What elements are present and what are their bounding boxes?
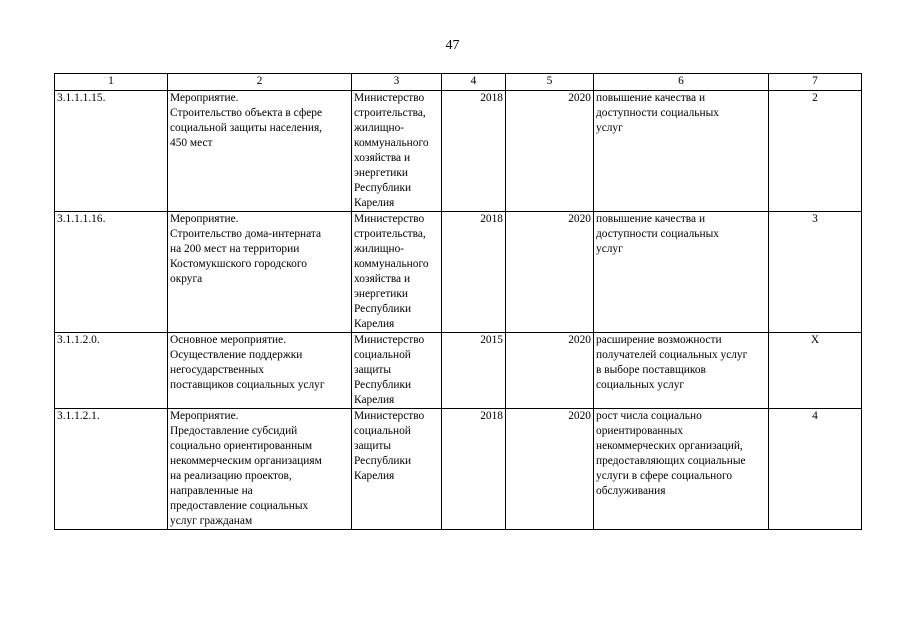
activity-cell-line: на 200 мест на территории xyxy=(170,243,300,255)
row-code: 3.1.1.1.16. xyxy=(55,212,168,333)
executor-cell-line: Республики xyxy=(354,455,412,467)
header-row xyxy=(55,74,862,91)
activity-cell-line: Мероприятие. xyxy=(170,410,239,422)
result-cell xyxy=(594,409,769,530)
executor-cell-line: коммунального xyxy=(354,258,429,270)
indicator-link: 4 xyxy=(769,409,862,530)
activity-cell xyxy=(168,212,352,333)
executor-cell-line: хозяйства и xyxy=(354,273,411,285)
activity-cell-line: Костомукшского городского xyxy=(170,258,307,270)
activity-cell xyxy=(168,409,352,530)
executor-cell-line: социальной xyxy=(354,349,411,361)
activity-cell-line: Предоставление субсидий xyxy=(170,425,298,437)
executor-cell-line: коммунального xyxy=(354,137,429,149)
executor-cell-line: жилищно- xyxy=(354,122,405,134)
result-cell xyxy=(594,333,769,409)
end-year: 2020 xyxy=(506,91,594,212)
end-year: 2020 xyxy=(506,409,594,530)
page-number: 47 xyxy=(445,38,460,53)
table-row xyxy=(55,212,862,333)
executor-cell-line: защиты xyxy=(354,364,392,376)
activity-cell xyxy=(168,333,352,409)
executor-cell-line: социальной xyxy=(354,425,411,437)
activity-cell-line: Мероприятие. xyxy=(170,92,239,104)
activity-cell-line: округа xyxy=(170,273,203,285)
column-header: 7 xyxy=(769,74,862,91)
result-cell-line: ориентированных xyxy=(596,425,683,437)
indicator-link: 2 xyxy=(769,91,862,212)
result-cell-line: услуг xyxy=(596,243,623,255)
executor-cell-line: Министерство xyxy=(354,92,425,104)
activity-cell xyxy=(168,91,352,212)
result-cell-line: обслуживания xyxy=(596,485,666,497)
result-cell xyxy=(594,91,769,212)
executor-cell-line: строительства, xyxy=(354,228,426,240)
result-cell-line: доступности социальных xyxy=(596,107,719,119)
executor-cell-line: Министерство xyxy=(354,334,425,346)
row-code: 3.1.1.2.1. xyxy=(55,409,168,530)
result-cell-line: доступности социальных xyxy=(596,228,719,240)
result-cell-line: предоставляющих социальные xyxy=(596,455,746,467)
activity-cell-line: негосударственных xyxy=(170,364,264,376)
result-cell xyxy=(594,212,769,333)
result-cell-line: расширение возможности xyxy=(596,334,722,346)
column-header: 3 xyxy=(352,74,442,91)
executor-cell xyxy=(352,91,442,212)
executor-cell-line: Карелия xyxy=(354,197,395,209)
column-header: 5 xyxy=(506,74,594,91)
executor-cell xyxy=(352,409,442,530)
start-year: 2015 xyxy=(442,333,506,409)
start-year: 2018 xyxy=(442,409,506,530)
executor-cell-line: Карелия xyxy=(354,394,395,406)
activity-cell-line: Строительство объекта в сфере xyxy=(170,107,323,119)
result-cell-line: повышение качества и xyxy=(596,213,706,225)
executor-cell-line: Республики xyxy=(354,379,412,391)
activity-cell-line: Строительство дома-интерната xyxy=(170,228,322,240)
activity-cell-line: направленные на xyxy=(170,485,253,497)
result-cell-line: услуги в сфере социального xyxy=(596,470,733,482)
indicator-link: Х xyxy=(769,333,862,409)
activity-cell-line: Основное мероприятие. xyxy=(170,334,287,346)
table-row xyxy=(55,91,862,212)
activities-table xyxy=(54,73,862,530)
end-year: 2020 xyxy=(506,212,594,333)
end-year: 2020 xyxy=(506,333,594,409)
column-header: 6 xyxy=(594,74,769,91)
start-year: 2018 xyxy=(442,212,506,333)
table-row xyxy=(55,333,862,409)
result-cell-line: рост числа социально xyxy=(596,410,702,422)
column-header: 1 xyxy=(55,74,168,91)
executor-cell-line: Карелия xyxy=(354,318,395,330)
executor-cell-line: Министерство xyxy=(354,410,425,422)
executor-cell-line: энергетики xyxy=(354,288,409,300)
table-body xyxy=(55,91,862,530)
result-cell-line: социальных услуг xyxy=(596,379,685,391)
executor-cell-line: Карелия xyxy=(354,470,395,482)
executor-cell-line: строительства, xyxy=(354,107,426,119)
row-code: 3.1.1.1.15. xyxy=(55,91,168,212)
activity-cell-line: на реализацию проектов, xyxy=(170,470,292,482)
result-cell-line: услуг xyxy=(596,122,623,134)
executor-cell-line: Республики xyxy=(354,303,412,315)
executor-cell xyxy=(352,333,442,409)
activity-cell-line: поставщиков социальных услуг xyxy=(170,379,325,391)
row-code: 3.1.1.2.0. xyxy=(55,333,168,409)
activity-cell-line: социально ориентированным xyxy=(170,440,313,452)
executor-cell-line: энергетики xyxy=(354,167,409,179)
executor-cell-line: защиты xyxy=(354,440,392,452)
activity-cell-line: социальной защиты населения, xyxy=(170,122,323,134)
result-cell-line: повышение качества и xyxy=(596,92,706,104)
activity-cell-line: услуг гражданам xyxy=(170,515,253,527)
executor-cell-line: Министерство xyxy=(354,213,425,225)
executor-cell-line: Республики xyxy=(354,182,412,194)
executor-cell xyxy=(352,212,442,333)
table-row xyxy=(55,409,862,530)
column-header: 2 xyxy=(168,74,352,91)
result-cell-line: некоммерческих организаций, xyxy=(596,440,743,452)
activity-cell-line: предоставление социальных xyxy=(170,500,309,512)
executor-cell-line: хозяйства и xyxy=(354,152,411,164)
result-cell-line: получателей социальных услуг xyxy=(596,349,748,361)
executor-cell-line: жилищно- xyxy=(354,243,405,255)
activity-cell-line: Осуществление поддержки xyxy=(170,349,303,361)
activity-cell-line: 450 мест xyxy=(170,137,213,149)
activity-cell-line: Мероприятие. xyxy=(170,213,239,225)
column-header: 4 xyxy=(442,74,506,91)
indicator-link: 3 xyxy=(769,212,862,333)
start-year: 2018 xyxy=(442,91,506,212)
result-cell-line: в выборе поставщиков xyxy=(596,364,706,376)
activity-cell-line: некоммерческим организациям xyxy=(170,455,322,467)
